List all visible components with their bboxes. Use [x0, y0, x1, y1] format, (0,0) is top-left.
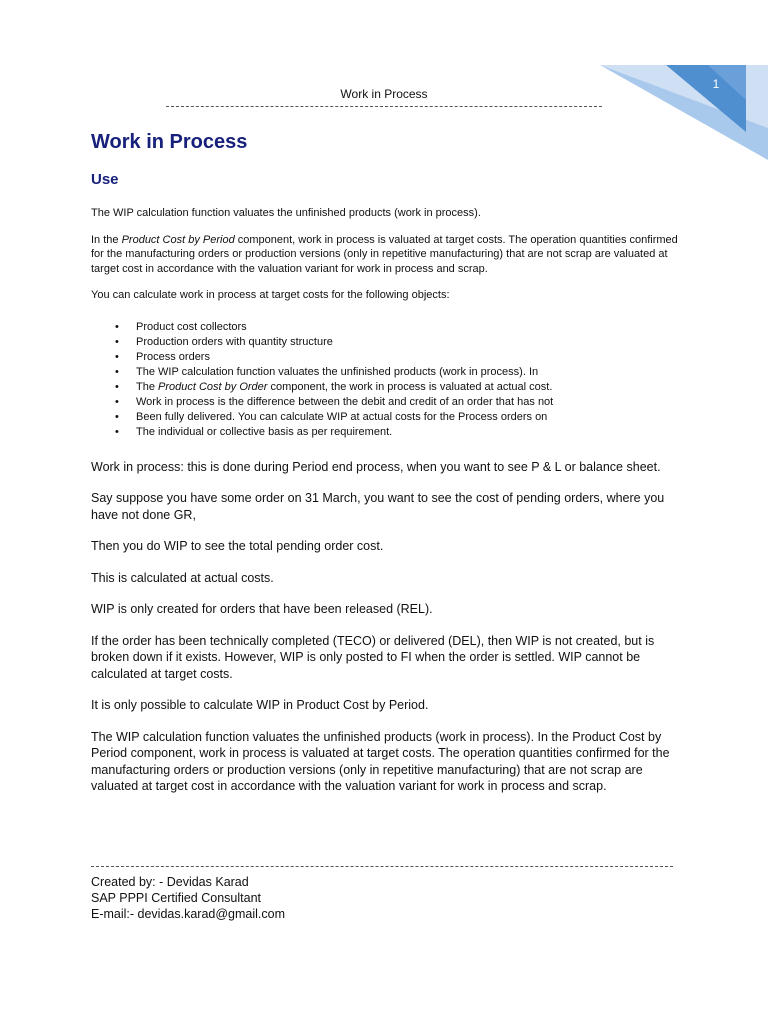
bullet-icon: •: [115, 410, 119, 423]
document-title: Work in Process: [91, 131, 248, 153]
author-role: SAP PPPI Certified Consultant: [91, 891, 261, 905]
note-paragraph: WIP is only created for orders that have been released (REL).: [91, 602, 433, 616]
use-section: [91, 206, 681, 440]
section-heading: Use: [91, 171, 119, 188]
emphasis-text: Product Cost by Period: [121, 233, 235, 246]
note-paragraph: If the order has been technically completed (TECO) or delivered (DEL), then WIP is not created, but is broken down if it exists. However, WIP is only posted to FI when the order is settled. WIP cannot be calculated at target costs.: [91, 633, 655, 681]
list-item: • The Product Cost by Order component, the work in process is valuated at actual cost.: [115, 380, 553, 393]
note-paragraph: The WIP calculation function valuates the unfinished products (work in process). In the Product Cost by Period component, work in process is valuated at target costs. The operation quantities confirmed for the manufacturing orders or production versions (only in repetitive manufacturing) that are not scrap are valuated at target cost in accordance with the valuation variant for work in process and scrap.: [91, 729, 670, 793]
bullet-icon: •: [115, 380, 119, 393]
header-divider: [166, 106, 602, 107]
page-number: 1: [712, 77, 720, 91]
list-item: • Production orders with quantity structure: [115, 335, 333, 348]
bullet-icon: •: [115, 365, 119, 378]
bullet-icon: •: [115, 425, 119, 438]
author-footer: [91, 874, 491, 922]
list-item: • Work in process is the difference between the debit and credit of an order that has not: [115, 395, 554, 408]
notes-section: [91, 459, 681, 795]
bullet-icon: •: [115, 350, 119, 363]
bullet-icon: •: [115, 335, 119, 348]
running-header: Work in Process: [340, 87, 428, 101]
note-paragraph: This is calculated at actual costs.: [91, 570, 274, 585]
author-name: Created by: - Devidas Karad: [91, 875, 249, 889]
author-email: E-mail:- devidas.karad@gmail.com: [91, 907, 286, 921]
list-item: • Process orders: [115, 350, 210, 363]
note-paragraph: Work in process: this is done during Period end process, when you want to see P & L or balance sheet.: [91, 459, 661, 474]
period-paragraph: In the Product Cost by Period component, work in process is valuated at target costs. The operation quantities confirmed for the manufacturing orders or production versions (only in repetitive manufacturing) that are not scrap are valuated at target cost in accordance with the valuation variant for work in process and scrap.: [91, 233, 678, 275]
document-body: [91, 128, 681, 795]
list-item: • The WIP calculation function valuates the unfinished products (work in process). In: [115, 365, 539, 378]
note-paragraph: Then you do WIP to see the total pending order cost.: [91, 539, 384, 553]
list-item: • Been fully delivered. You can calculate WIP at actual costs for the Process orders on: [115, 410, 548, 423]
bullet-icon: •: [115, 395, 119, 408]
objects-list: [91, 320, 681, 440]
list-item: • The individual or collective basis as per requirement.: [115, 425, 393, 438]
intro-paragraph: The WIP calculation function valuates the unfinished products (work in process).: [91, 207, 481, 219]
note-paragraph: It is only possible to calculate WIP in Product Cost by Period.: [91, 698, 429, 712]
footer-divider: [91, 866, 673, 867]
bullet-icon: •: [115, 320, 119, 333]
list-item: • Product cost collectors: [115, 320, 247, 333]
objects-intro-paragraph: You can calculate work in process at target costs for the following objects:: [91, 289, 450, 301]
note-paragraph: Say suppose you have some order on 31 March, you want to see the cost of pending orders, where you have not done GR,: [91, 491, 665, 522]
